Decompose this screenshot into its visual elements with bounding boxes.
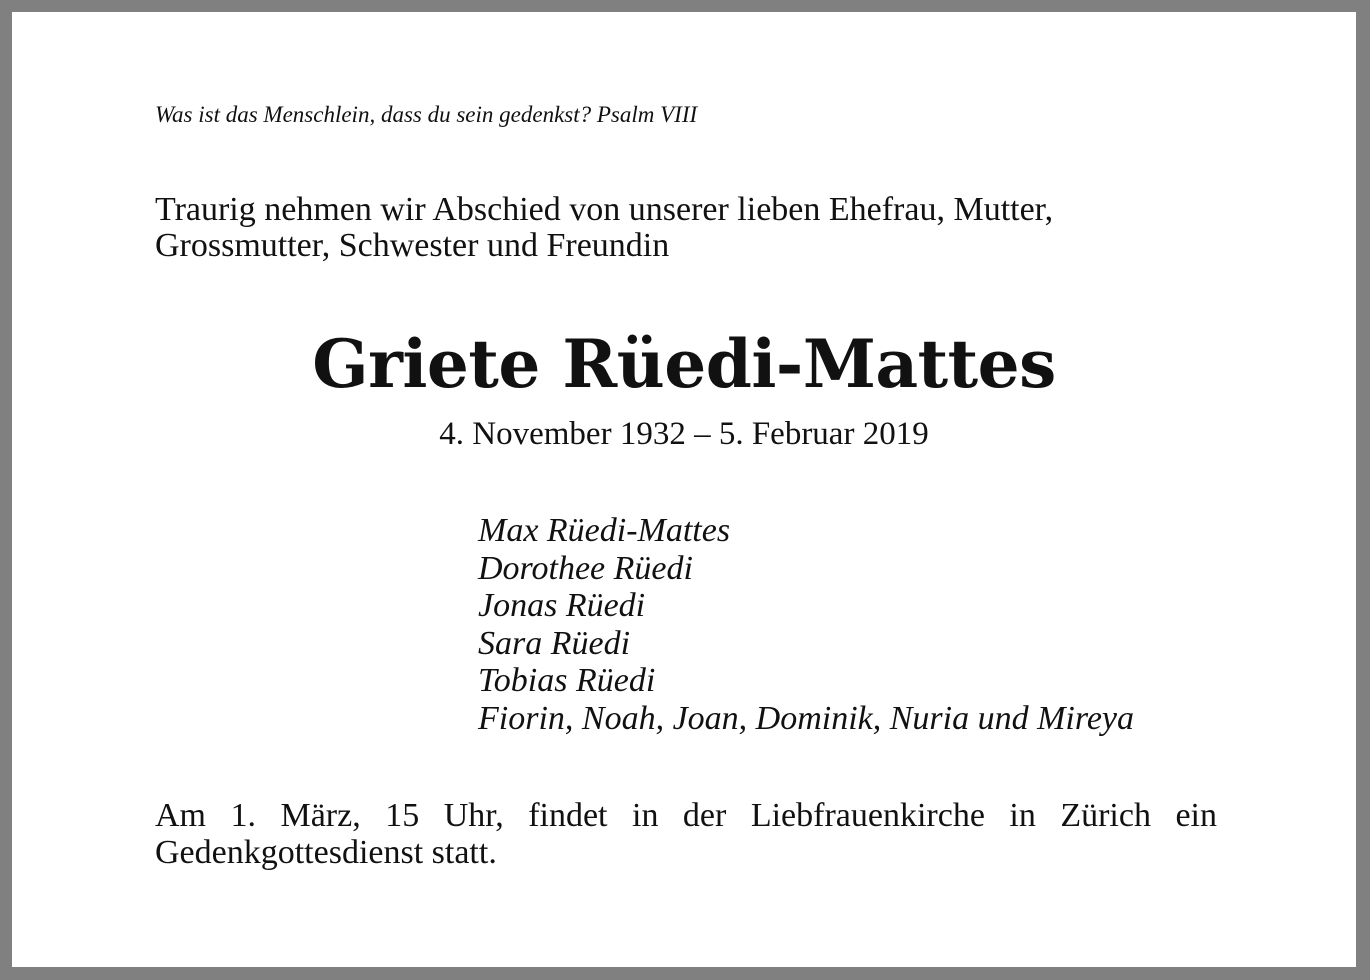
memorial-service-notice (155, 797, 1217, 871)
intro-line-2: Grossmutter, Schwester und Freundin (155, 227, 670, 264)
psalm-motto: Was ist das Menschlein, dass du sein gedenkst? Psalm VIII (155, 102, 698, 127)
mourner-item: Max Rüedi-Mattes (478, 512, 731, 549)
mourner-item: Tobias Rüedi (478, 662, 656, 699)
mourner-item: Sara Rüedi (478, 624, 631, 662)
mourner-item: Dorothee Rüedi (478, 549, 693, 587)
mourner-item: Fiorin, Noah, Joan, Dominik, Nuria und Mireya (478, 699, 1135, 737)
intro-text (155, 192, 1217, 264)
obituary-page (12, 12, 1356, 967)
deceased-name: Griete Rüedi-Mattes (312, 325, 1056, 403)
service-line-1: Am 1. März, 15 Uhr, findet in der Liebfrauenkirche in Zürich ein (155, 797, 1217, 834)
intro-line-1: Traurig nehmen wir Abschied von unserer lieben Ehefrau, Mutter, (155, 191, 1054, 228)
service-line-2: Gedenkgottesdienst statt. (155, 834, 497, 871)
mourners-list (478, 512, 1134, 737)
mourner-item: Jonas Rüedi (478, 587, 646, 624)
life-dates: 4. November 1932 – 5. Februar 2019 (439, 416, 929, 452)
